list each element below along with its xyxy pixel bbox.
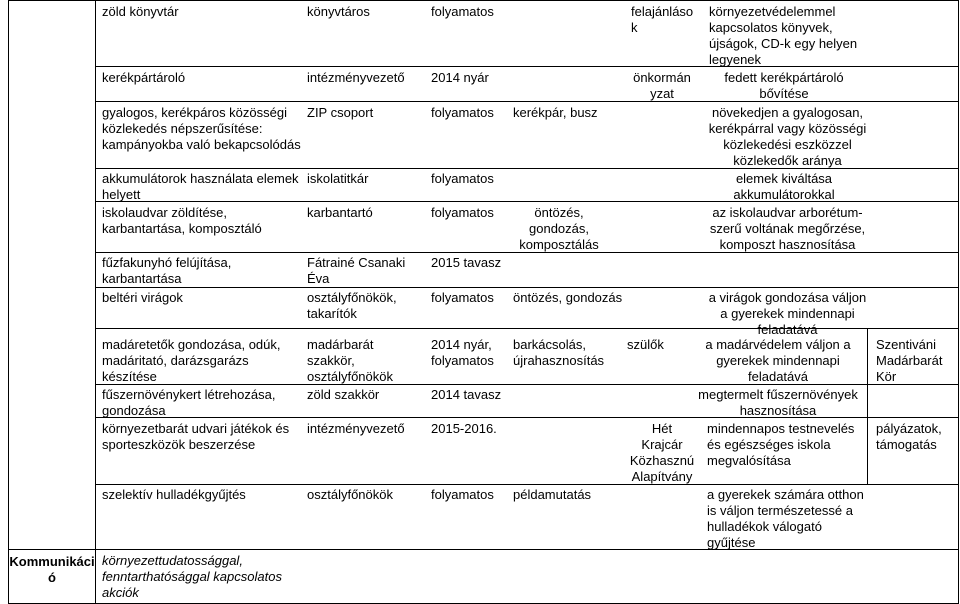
responsible-cell: karbantartó xyxy=(307,205,373,220)
grid-line-left xyxy=(8,0,9,604)
activity-cell: beltéri virágok xyxy=(102,290,183,305)
partner-cell: felajánláso k xyxy=(631,4,694,35)
responsible-cell: osztályfőnökök xyxy=(307,487,393,502)
goal-cell: a virágok gondozása váljon a gyerekek mindennapi feladatává xyxy=(708,290,867,337)
partner-cell: Hét Krajcár Közhasznú Alapítvány xyxy=(629,421,695,484)
deadline-cell: 2014 nyár xyxy=(431,70,489,85)
responsible-cell: könyvtáros xyxy=(307,4,370,19)
goal-cell: az iskolaudvar arborétum- szerű voltának megőrzése, komposzt hasznosítása xyxy=(709,205,866,252)
deadline-cell: 2014 nyár, folyamatos xyxy=(431,337,494,368)
activity-cell: környezettudatossággal, fenntarthatósággal kapcsolatos akciók xyxy=(102,553,282,600)
goal-cell: megtermelt fűszernövények hasznosítása xyxy=(698,387,858,418)
funding-cell: Szentiváni Madárbarát Kör xyxy=(876,337,943,384)
activity-cell: kerékpártároló xyxy=(102,70,186,85)
grid-line-right xyxy=(958,0,959,604)
activity-cell: szelektív hulladékgyűjtés xyxy=(102,487,246,502)
partner-cell: önkormán yzat xyxy=(633,70,691,101)
activity-cell: fűszernövénykert létrehozása, gondozása xyxy=(102,387,276,418)
grid-line-top xyxy=(8,0,959,1)
deadline-cell: 2014 tavasz xyxy=(431,387,502,402)
funding-cell: pályázatok, támogatás xyxy=(876,421,942,452)
grid-line-row7 xyxy=(95,287,959,288)
method-cell: öntözés, gondozás xyxy=(513,290,623,305)
activity-cell: iskolaudvar zöldítése, karbantartása, komposztáló xyxy=(102,205,262,236)
goal-cell: a gyerekek számára otthon is váljon természetessé a hulladékok válogató gyűjtése xyxy=(707,487,864,550)
activity-cell: környezetbarát udvari játékok és sporteszközök beszerzése xyxy=(102,421,290,452)
deadline-cell: 2015 tavasz xyxy=(431,255,502,270)
responsible-cell: intézményvezető xyxy=(307,70,405,85)
activity-cell: akkumulátorok használata elemek helyett xyxy=(102,171,299,202)
responsible-cell: iskolatitkár xyxy=(307,171,369,186)
grid-line-col1 xyxy=(95,0,96,604)
responsible-cell: Fátrainé Csanaki Éva xyxy=(307,255,406,286)
method-cell: öntözés, gondozás, komposztálás xyxy=(519,205,599,252)
activity-cell: gyalogos, kerékpáros közösségi közlekedés népszerűsítése: kampányokba való bekapcsolódás xyxy=(102,105,301,152)
method-cell: barkácsolás, újrahasznosítás xyxy=(513,337,605,368)
responsible-cell: zöld szakkör xyxy=(307,387,380,402)
goal-cell: növekedjen a gyalogosan, kerékpárral vagy közösségi közlekedési eszközzel közlekedők aránya xyxy=(708,105,867,168)
responsible-cell: intézményvezető xyxy=(307,421,405,436)
responsible-cell: ZIP csoport xyxy=(307,105,374,120)
deadline-cell: folyamatos xyxy=(431,205,494,220)
method-cell: példamutatás xyxy=(513,487,592,502)
responsible-cell: osztályfőnökök, takarítók xyxy=(307,290,397,321)
goal-cell: elemek kiváltása akkumulátorokkal xyxy=(733,171,835,202)
method-cell: kerékpár, busz xyxy=(513,105,598,120)
deadline-cell: folyamatos xyxy=(431,4,494,19)
activity-cell: fűzfakunyhó felújítása, karbantartása xyxy=(102,255,232,286)
deadline-cell: folyamatos xyxy=(431,105,494,120)
activity-cell: zöld könyvtár xyxy=(102,4,179,19)
goal-cell: mindennapos testnevelés és egészséges iskola megvalósítása xyxy=(707,421,855,468)
category-label: Kommunikáci ó xyxy=(9,554,95,585)
grid-line-col-funding xyxy=(867,328,868,484)
deadline-cell: folyamatos xyxy=(431,171,494,186)
responsible-cell: madárbarát szakkör, osztályfőnökök xyxy=(307,337,393,384)
goal-cell: környezetvédelemmel kapcsolatos könyvek, újságok, CD-k egy helyen legyenek xyxy=(709,4,858,67)
deadline-cell: folyamatos xyxy=(431,290,494,305)
grid-line-row11 xyxy=(95,484,959,485)
deadline-cell: folyamatos xyxy=(431,487,494,502)
activity-cell: madáretetők gondozása, odúk, madáritató, darázsgarázs készítése xyxy=(102,337,281,384)
deadline-cell: 2015-2016. xyxy=(431,421,497,436)
partner-cell: szülők xyxy=(627,337,664,352)
goal-cell: fedett kerékpártároló bővítése xyxy=(724,70,844,101)
goal-cell: a madárvédelem váljon a gyerekek mindennapi feladatává xyxy=(705,337,851,384)
